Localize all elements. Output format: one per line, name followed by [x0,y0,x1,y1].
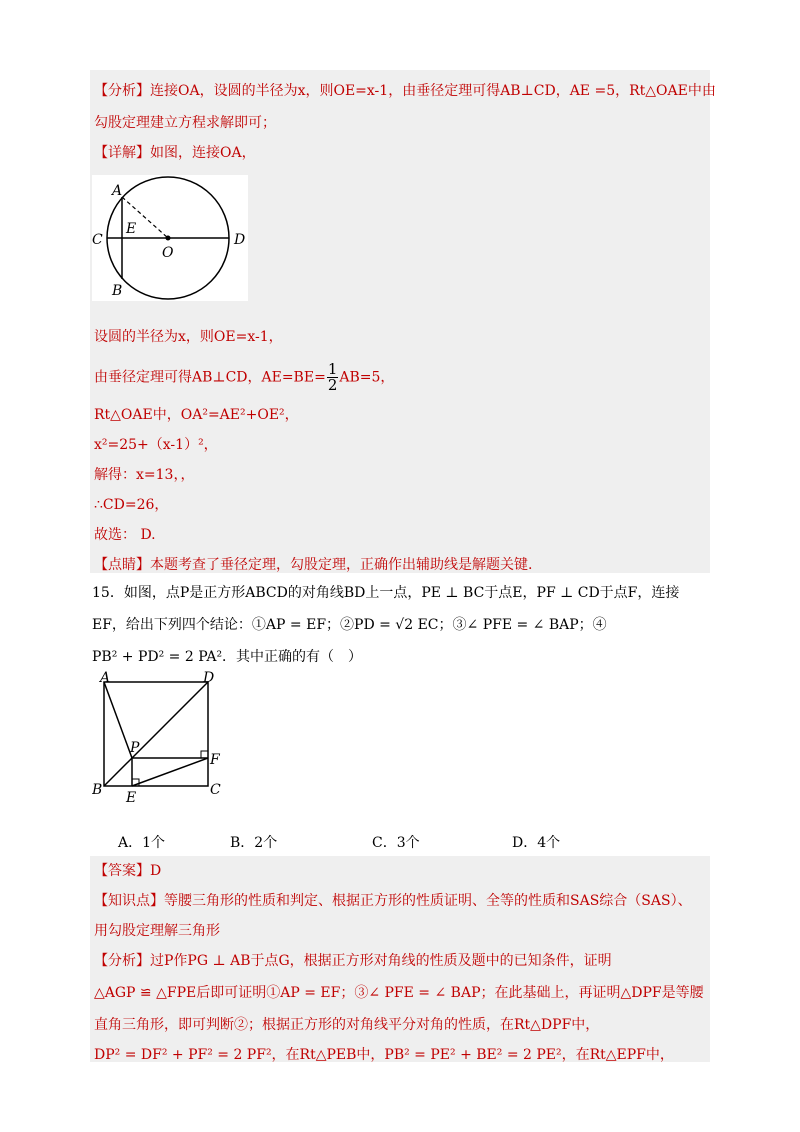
option-c: C．3个 [372,835,420,851]
option-d: D．4个 [512,835,561,851]
label-C: C [210,782,221,798]
step-1: 设圆的半径为x，则OE=x-1， [94,329,283,345]
label-E: E [126,221,137,237]
analysis-15-line-1: 【分析】过P作PG ⊥ AB于点G，根据正方形对角线的性质及题中的已知条件，证明 [94,953,612,969]
label-A: A [100,670,111,686]
step-7: 故选： D. [94,527,156,543]
label-D: D [234,232,246,248]
question-15-line-3: PB² + PD² = 2 PA²．其中正确的有（ ） [92,649,363,665]
analysis-15-line-4: DP² = DF² + PF² = 2 PF²，在Rt△PEB中，PB² = PE² + BE² = 2 PE²，在Rt△EPF中， [94,1047,674,1063]
analysis-15-line-2: △AGP ≌ △FPE后即可证明①AP = EF；③∠ PFE = ∠ BAP；在此基础上，再证明△DPF是等腰 [94,985,704,1001]
analysis-15-line-3: 直角三角形，即可判断②；根据正方形的对角线平分对角的性质，在Rt△DPF中， [94,1017,600,1033]
label-A: A [112,183,123,199]
fraction-half [327,362,339,393]
label-B: B [92,782,103,798]
step-2-text-a: 由垂径定理可得AB⊥CD，AE=BE= [94,369,326,386]
step-2 [94,362,394,393]
knowledge-line-1: 【知识点】等腰三角形的性质和判定、根据正方形的性质证明、全等的性质和SAS综合（SAS）、 [94,893,692,909]
label-C: C [92,232,103,248]
label-P: P [130,740,140,756]
step-3: Rt△OAE中，OA²=AE²+OE²， [94,407,299,423]
step-4: x²=25+（x-1）²， [94,437,218,453]
option-a: A．1个 [118,835,166,851]
label-E: E [126,790,137,806]
label-F: F [210,752,220,768]
step-5: 解得：x=13，， [94,467,195,483]
label-O: O [162,245,174,261]
analysis-line-2: 勾股定理建立方程求解即可； [94,115,276,131]
label-D: D [203,670,215,686]
comment: 【点睛】本题考查了垂径定理，勾股定理，正确作出辅助线是解题关键. [94,557,533,573]
fraction-numerator: 1 [327,360,338,378]
question-15-line-1: 15．如图，点P是正方形ABCD的对角线BD上一点，PE ⊥ BC于点E，PF ⊥ CD于点F，连接 [92,585,680,601]
circle-figure [92,175,248,301]
answer: 【答案】D [94,863,162,879]
analysis-line-1: 【分析】连接OA，设圆的半径为x，则OE=x-1，由垂径定理可得AB⊥CD，AE =5，Rt△OAE中由 [94,83,716,99]
step-2-text-b: AB=5， [339,369,395,386]
knowledge-line-2: 用勾股定理解三角形 [94,923,220,939]
square-figure [92,670,222,806]
option-b: B．2个 [230,835,278,851]
question-15-line-2: EF，给出下列四个结论：①AP = EF；②PD = √2 EC；③∠ PFE = ∠ BAP；④ [92,617,607,633]
label-B: B [112,283,123,299]
fraction-denominator: 2 [327,376,338,394]
detail-title: 【详解】如图，连接OA， [94,145,256,161]
step-6: ∴CD=26， [94,497,169,513]
